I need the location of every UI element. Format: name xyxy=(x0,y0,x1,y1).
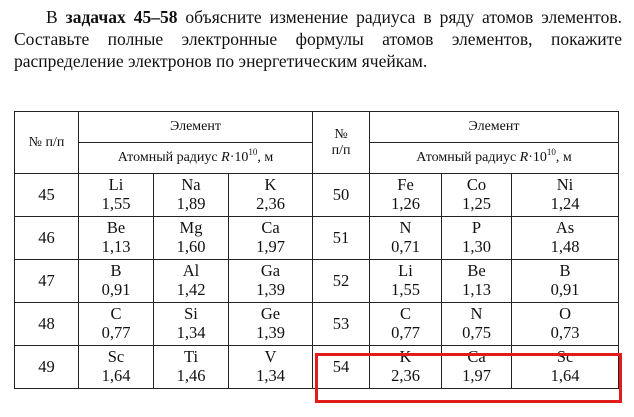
atomic-radius-value: 1,13 xyxy=(462,280,491,299)
atomic-radius-value: 1,55 xyxy=(391,280,420,299)
element-cell xyxy=(229,303,313,346)
atomic-radius-value: 1,34 xyxy=(176,323,206,342)
element-symbol: Li xyxy=(398,261,413,280)
right-number-header-line2: п/п xyxy=(331,142,351,158)
atomic-radius-value: 2,36 xyxy=(391,366,420,385)
atomic-radius-value: 1,55 xyxy=(101,194,131,213)
task-number-cell: 49 xyxy=(15,346,79,389)
element-cell xyxy=(512,260,619,303)
element-symbol: Na xyxy=(181,175,201,194)
element-symbol: Ga xyxy=(260,261,281,280)
task-number-cell: 54 xyxy=(313,346,370,389)
table-row xyxy=(15,174,619,217)
element-symbol: Al xyxy=(182,261,200,280)
atomic-radius-value: 1,30 xyxy=(462,237,491,256)
right-number-header xyxy=(313,112,370,174)
element-cell xyxy=(79,217,154,260)
element-cell xyxy=(229,346,313,389)
left-element-header: Элемент xyxy=(79,112,313,143)
element-cell xyxy=(79,303,154,346)
task-number-cell: 50 xyxy=(313,174,370,217)
element-cell xyxy=(154,346,229,389)
radius-unit: , м xyxy=(257,150,274,165)
atomic-radius-value: 1,64 xyxy=(101,366,131,385)
radius-symbol: R xyxy=(519,150,529,165)
task-number-cell: 52 xyxy=(313,260,370,303)
element-cell xyxy=(370,174,442,217)
atomic-radius-value: 1,48 xyxy=(550,237,580,256)
atomic-radius-value: 0,77 xyxy=(101,323,131,342)
element-cell xyxy=(512,174,619,217)
element-cell xyxy=(154,174,229,217)
element-cell xyxy=(370,260,442,303)
radius-exponent: 10 xyxy=(546,147,556,157)
atomic-radius-value: 1,89 xyxy=(176,194,206,213)
task-intro-paragraph xyxy=(14,6,622,72)
element-symbol: Sc xyxy=(107,347,125,366)
table-row xyxy=(15,217,619,260)
radius-symbol: R xyxy=(221,150,230,165)
table-body xyxy=(15,174,619,389)
element-symbol: B xyxy=(559,261,571,280)
element-cell xyxy=(442,217,512,260)
element-symbol: Sc xyxy=(556,347,574,366)
element-symbol: N xyxy=(470,304,483,323)
atomic-radius-value: 0,75 xyxy=(462,323,491,342)
atomic-radius-value: 1,13 xyxy=(101,237,131,256)
left-number-header: № п/п xyxy=(15,112,79,174)
element-symbol: Be xyxy=(467,261,486,280)
table-row xyxy=(15,303,619,346)
element-cell xyxy=(229,217,313,260)
element-cell xyxy=(154,303,229,346)
radius-label-prefix: Атомный радиус xyxy=(416,150,520,165)
atomic-radius-value: 2,36 xyxy=(256,194,285,213)
atomic-radius-value: 0,91 xyxy=(101,280,131,299)
right-number-header-line1: № xyxy=(334,126,348,142)
atomic-radius-value: 1,25 xyxy=(462,194,491,213)
element-cell xyxy=(442,303,512,346)
element-symbol: K xyxy=(264,175,277,194)
element-symbol: C xyxy=(110,304,122,323)
table-row xyxy=(15,260,619,303)
atomic-radius-value: 1,42 xyxy=(176,280,206,299)
element-symbol: V xyxy=(264,347,277,366)
atomic-radius-table xyxy=(14,111,619,389)
element-symbol: Co xyxy=(466,175,487,194)
right-radius-header xyxy=(370,143,619,174)
element-cell xyxy=(512,346,619,389)
atomic-radius-value: 1,60 xyxy=(176,237,206,256)
element-symbol: C xyxy=(400,304,412,323)
intro-prefix: В xyxy=(46,7,66,27)
element-symbol: Ti xyxy=(183,347,199,366)
table-row xyxy=(15,346,619,389)
task-number-cell: 53 xyxy=(313,303,370,346)
atomic-radius-value: 0,91 xyxy=(550,280,580,299)
table-header-row xyxy=(15,112,619,143)
element-symbol: N xyxy=(399,218,412,237)
element-cell xyxy=(370,217,442,260)
atomic-radius-value: 0,77 xyxy=(391,323,420,342)
element-cell xyxy=(442,260,512,303)
radius-unit: , м xyxy=(555,150,572,165)
atomic-radius-value: 1,46 xyxy=(176,366,206,385)
element-symbol: Mg xyxy=(179,218,203,237)
element-cell xyxy=(512,303,619,346)
element-cell xyxy=(79,346,154,389)
left-radius-header xyxy=(79,143,313,174)
element-cell xyxy=(79,174,154,217)
element-cell xyxy=(229,260,313,303)
element-symbol: Be xyxy=(106,218,126,237)
atomic-radius-value: 1,26 xyxy=(391,194,420,213)
element-symbol: Li xyxy=(108,175,124,194)
element-symbol: B xyxy=(110,261,122,280)
atomic-radius-value: 0,71 xyxy=(391,237,420,256)
atomic-radius-value: 1,64 xyxy=(550,366,580,385)
intro-task-range: задачах 45–58 xyxy=(65,7,178,27)
element-cell xyxy=(442,174,512,217)
element-cell xyxy=(79,260,154,303)
element-cell xyxy=(442,346,512,389)
element-symbol: P xyxy=(471,218,482,237)
radius-label-prefix: Атомный радиус xyxy=(117,150,222,165)
element-symbol: As xyxy=(555,218,575,237)
atomic-radius-value: 1,24 xyxy=(550,194,580,213)
element-symbol: Si xyxy=(184,304,198,323)
element-cell xyxy=(229,174,313,217)
element-symbol: Ni xyxy=(556,175,574,194)
element-cell xyxy=(370,303,442,346)
radius-multiplier: ·10 xyxy=(528,150,547,165)
element-symbol: Ge xyxy=(260,304,281,323)
element-cell xyxy=(154,217,229,260)
task-number-cell: 48 xyxy=(15,303,79,346)
element-symbol: O xyxy=(559,304,571,323)
element-symbol: Ca xyxy=(261,218,280,237)
task-number-cell: 45 xyxy=(15,174,79,217)
right-element-header: Элемент xyxy=(370,112,619,143)
atomic-radius-value: 1,34 xyxy=(256,366,285,385)
radius-multiplier: ·10 xyxy=(229,150,249,165)
element-cell xyxy=(512,217,619,260)
atomic-radius-value: 1,39 xyxy=(256,280,285,299)
element-symbol: Fe xyxy=(397,175,414,194)
task-number-cell: 51 xyxy=(313,217,370,260)
element-cell xyxy=(370,346,442,389)
atomic-radius-value: 1,39 xyxy=(256,323,285,342)
atomic-radius-value: 1,97 xyxy=(256,237,285,256)
atomic-radius-value: 0,73 xyxy=(550,323,580,342)
task-number-cell: 46 xyxy=(15,217,79,260)
intro-text: объясните изменение радиуса в ряду атомов элементов. Составьте полные электронные формулы атомов элементов, покажите распределение электронов по энергетическим ячейкам. xyxy=(14,7,622,71)
radius-exponent: 10 xyxy=(248,147,258,157)
element-symbol: Ca xyxy=(467,347,486,366)
element-cell xyxy=(154,260,229,303)
atomic-radius-value: 1,97 xyxy=(462,366,491,385)
element-symbol: K xyxy=(399,347,412,366)
task-number-cell: 47 xyxy=(15,260,79,303)
